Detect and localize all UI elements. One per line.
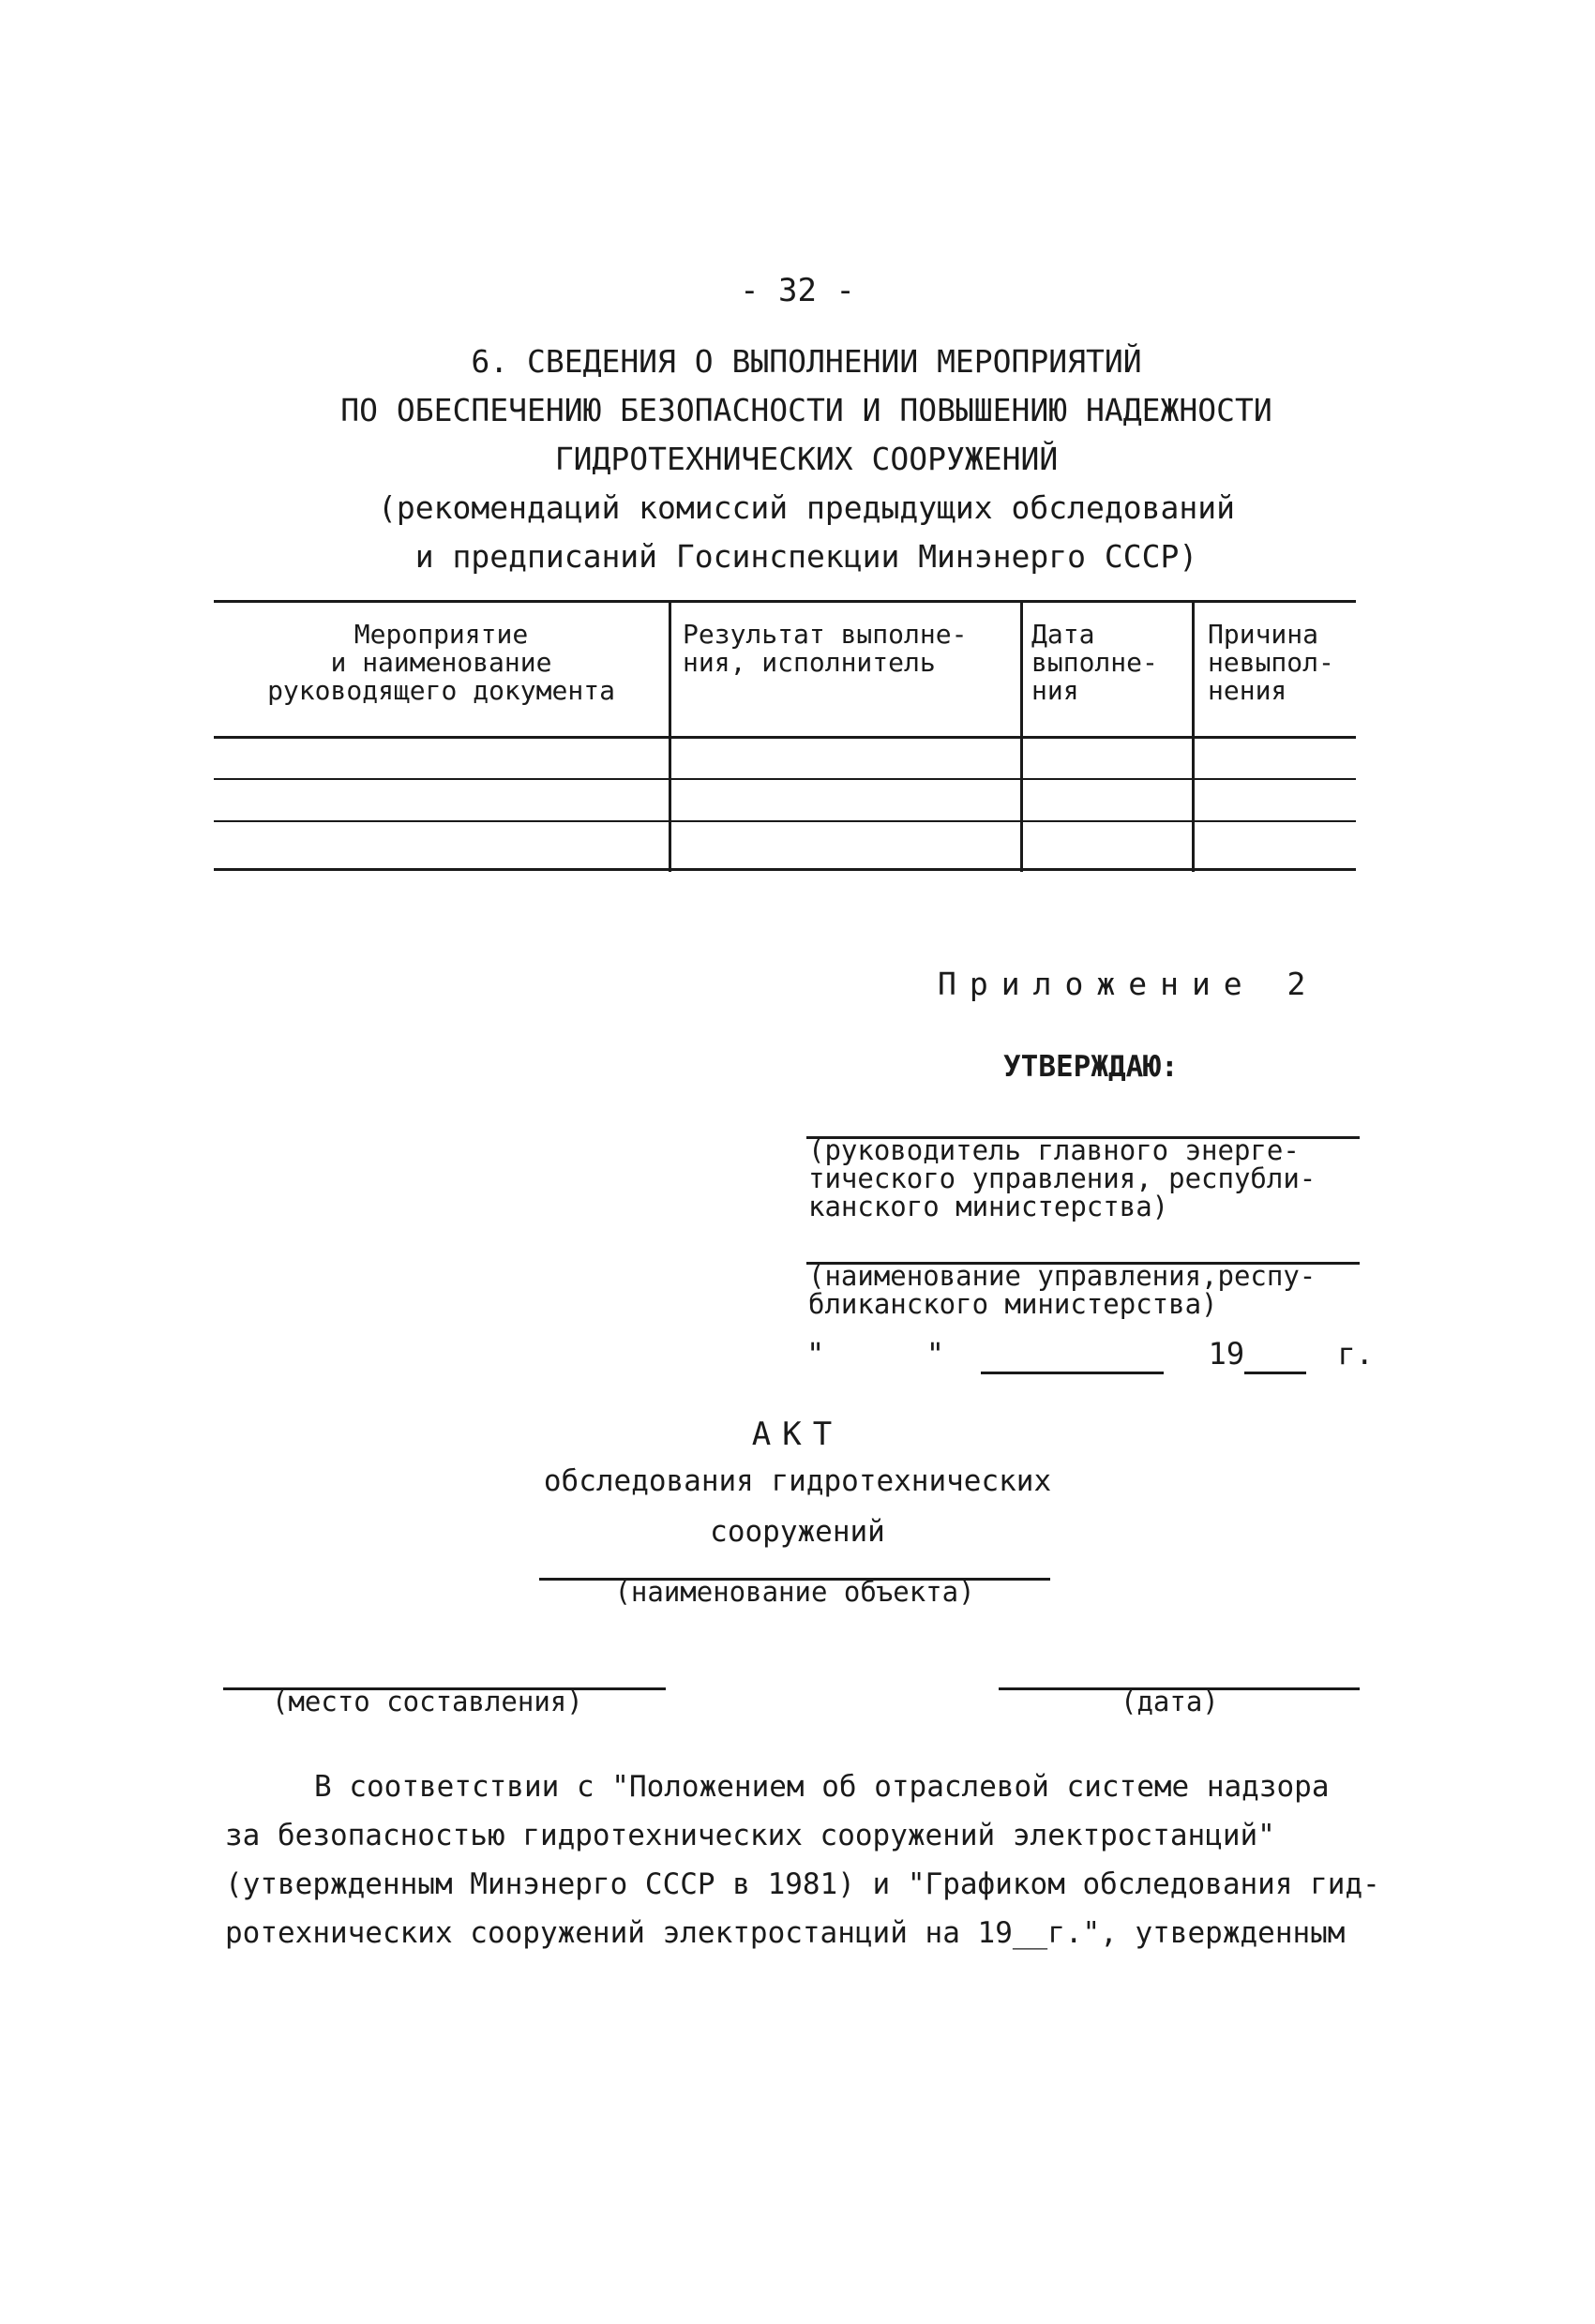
table-column-divider — [669, 600, 671, 872]
body-line: ротехнических сооружений электростанций на 19__г.", утвержденным — [225, 1916, 1346, 1950]
body-line: В соответствии с "Положением об отраслевой системе надзора — [314, 1770, 1330, 1804]
date-quote-open: " — [806, 1336, 825, 1372]
body-paragraph — [225, 1762, 1388, 1957]
date-quote-close: " — [925, 1336, 945, 1372]
page-number: - 32 - — [740, 272, 855, 309]
table-row-rule — [214, 820, 1356, 822]
table-header-rule — [214, 736, 1356, 739]
section-title-line: ПО ОБЕСПЕЧЕНИЮ БЕЗОПАСНОСТИ И ПОВЫШЕНИЮ НАДЕЖНОСТИ — [340, 392, 1272, 428]
body-line: (утвержденным Минэнерго СССР в 1981) и "Графиком обследования гид- — [225, 1867, 1380, 1901]
table-column-divider — [1192, 600, 1195, 872]
table-row-rule — [214, 778, 1356, 780]
date-year-blank — [1244, 1336, 1306, 1374]
org-signature-caption: (наименование управления,респу- бликанского министерства) — [808, 1260, 1317, 1320]
section-subtitle-line: (рекомендаций комиссий предыдущих обследований — [378, 489, 1235, 526]
date-suffix: г. — [1337, 1336, 1374, 1372]
approval-stamp: УТВЕРЖДАЮ: — [1003, 1050, 1179, 1084]
appendix-label: Приложение 2 — [938, 966, 1319, 1002]
section-heading — [188, 337, 1425, 581]
table-header-date: Дата выполне- ния — [1031, 619, 1158, 706]
date-year-prefix: 19 — [1208, 1336, 1245, 1372]
act-title: АКТ — [751, 1416, 844, 1453]
act-date-caption: (дата) — [1121, 1686, 1219, 1717]
body-line: за безопасностью гидротехнических сооружений электростанций" — [225, 1819, 1275, 1852]
measures-table — [214, 600, 1356, 872]
section-title-line: ГИДРОТЕХНИЧЕСКИХ СООРУЖЕНИЙ — [554, 441, 1059, 477]
object-name-caption: (наименование объекта) — [614, 1576, 975, 1608]
place-caption: (место составления) — [272, 1686, 583, 1717]
act-subtitle-line: обследования гидротехнических — [543, 1464, 1052, 1498]
section-title-line: 6. СВЕДЕНИЯ О ВЫПОЛНЕНИИ МЕРОПРИЯТИЙ — [471, 343, 1142, 380]
table-header-measure: Мероприятие и наименование руководящего документа — [267, 619, 615, 706]
act-subtitle — [0, 1456, 1595, 1557]
act-subtitle-line: сооружений — [710, 1515, 885, 1549]
table-bottom-rule — [214, 868, 1356, 871]
section-subtitle-line: и предписаний Госинспекции Минэнерго СССР) — [414, 538, 1198, 575]
table-column-divider — [1020, 600, 1023, 872]
approval-date-row — [806, 1336, 1374, 1374]
table-top-rule — [214, 600, 1356, 603]
table-header-result: Результат выполне- ния, исполнитель — [683, 619, 968, 678]
table-header-reason: Причина невыпол- нения — [1208, 619, 1334, 706]
date-day-month-blank — [981, 1336, 1164, 1374]
head-signature-caption: (руководитель главного энерге- тического управления, республи- канского министерства) — [808, 1134, 1317, 1222]
